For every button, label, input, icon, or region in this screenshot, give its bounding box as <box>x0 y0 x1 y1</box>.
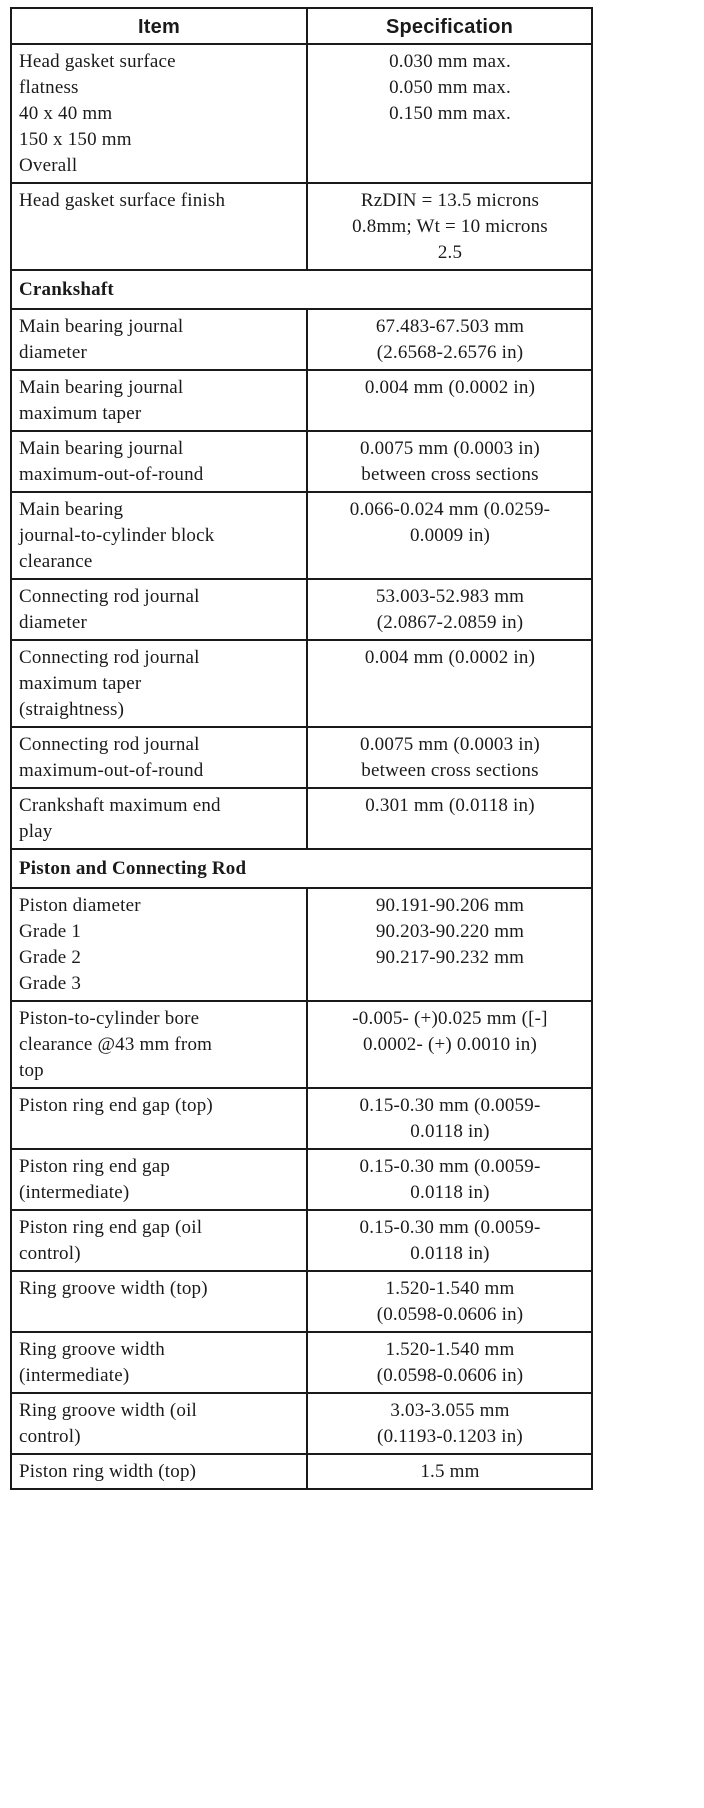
spec-cell: 0.15-0.30 mm (0.0059- 0.0118 in) <box>307 1088 592 1149</box>
table-row <box>11 370 592 431</box>
item-cell: Ring groove width (intermediate) <box>11 1332 307 1393</box>
item-cell: Ring groove width (oil control) <box>11 1393 307 1454</box>
table-row <box>11 431 592 492</box>
item-cell: Connecting rod journal diameter <box>11 579 307 640</box>
item-cell: Piston ring end gap (oil control) <box>11 1210 307 1271</box>
item-cell: Piston-to-cylinder bore clearance @43 mm from top <box>11 1001 307 1088</box>
section-title: Piston and Connecting Rod <box>11 849 592 888</box>
section-row-piston-and-connecting-rod <box>11 849 592 888</box>
spec-cell: 1.520-1.540 mm (0.0598-0.0606 in) <box>307 1332 592 1393</box>
spec-cell: RzDIN = 13.5 microns 0.8mm; Wt = 10 microns 2.5 <box>307 183 592 270</box>
table-row <box>11 788 592 849</box>
item-cell: Main bearing journal diameter <box>11 309 307 370</box>
table-row <box>11 1271 592 1332</box>
item-cell: Main bearing journal maximum-out-of-round <box>11 431 307 492</box>
item-cell: Head gasket surface finish <box>11 183 307 270</box>
table-row <box>11 888 592 1001</box>
spec-cell: 67.483-67.503 mm (2.6568-2.6576 in) <box>307 309 592 370</box>
table-row <box>11 44 592 183</box>
spec-cell: 0.004 mm (0.0002 in) <box>307 370 592 431</box>
section-title: Crankshaft <box>11 270 592 309</box>
spec-cell: 1.520-1.540 mm (0.0598-0.0606 in) <box>307 1271 592 1332</box>
item-cell: Crankshaft maximum end play <box>11 788 307 849</box>
item-cell: Head gasket surface flatness 40 x 40 mm 150 x 150 mm Overall <box>11 44 307 183</box>
spec-cell: 0.301 mm (0.0118 in) <box>307 788 592 849</box>
spec-cell: -0.005- (+)0.025 mm ([-] 0.0002- (+) 0.0010 in) <box>307 1001 592 1088</box>
spec-cell: 90.191-90.206 mm 90.203-90.220 mm 90.217-90.232 mm <box>307 888 592 1001</box>
spec-cell: 0.004 mm (0.0002 in) <box>307 640 592 727</box>
table-row <box>11 579 592 640</box>
spec-cell: 0.030 mm max. 0.050 mm max. 0.150 mm max. <box>307 44 592 183</box>
spec-cell: 0.066-0.024 mm (0.0259- 0.0009 in) <box>307 492 592 579</box>
spec-cell: 0.15-0.30 mm (0.0059- 0.0118 in) <box>307 1149 592 1210</box>
table-row <box>11 1210 592 1271</box>
table-row <box>11 1088 592 1149</box>
table-row <box>11 1393 592 1454</box>
table-row <box>11 1149 592 1210</box>
header-row <box>11 8 592 44</box>
table-body <box>11 44 592 1489</box>
item-cell: Connecting rod journal maximum-out-of-round <box>11 727 307 788</box>
table-row <box>11 1332 592 1393</box>
item-cell: Connecting rod journal maximum taper (straightness) <box>11 640 307 727</box>
item-cell: Ring groove width (top) <box>11 1271 307 1332</box>
header-item: Item <box>11 8 307 44</box>
item-cell: Piston ring width (top) <box>11 1454 307 1489</box>
item-cell: Piston ring end gap (intermediate) <box>11 1149 307 1210</box>
table-row <box>11 183 592 270</box>
spec-table <box>10 7 593 1490</box>
item-cell: Piston diameter Grade 1 Grade 2 Grade 3 <box>11 888 307 1001</box>
spec-cell: 0.15-0.30 mm (0.0059- 0.0118 in) <box>307 1210 592 1271</box>
item-cell: Main bearing journal maximum taper <box>11 370 307 431</box>
section-row-crankshaft <box>11 270 592 309</box>
spec-cell: 0.0075 mm (0.0003 in) between cross sections <box>307 727 592 788</box>
table-row <box>11 727 592 788</box>
item-cell: Piston ring end gap (top) <box>11 1088 307 1149</box>
header-specification: Specification <box>307 8 592 44</box>
table-row <box>11 1001 592 1088</box>
item-cell: Main bearing journal-to-cylinder block clearance <box>11 492 307 579</box>
table-header <box>11 8 592 44</box>
table-row <box>11 640 592 727</box>
spec-cell: 0.0075 mm (0.0003 in) between cross sections <box>307 431 592 492</box>
spec-cell: 53.003-52.983 mm (2.0867-2.0859 in) <box>307 579 592 640</box>
table-row <box>11 309 592 370</box>
spec-cell: 1.5 mm <box>307 1454 592 1489</box>
spec-cell: 3.03-3.055 mm (0.1193-0.1203 in) <box>307 1393 592 1454</box>
table-row <box>11 1454 592 1489</box>
table-row <box>11 492 592 579</box>
